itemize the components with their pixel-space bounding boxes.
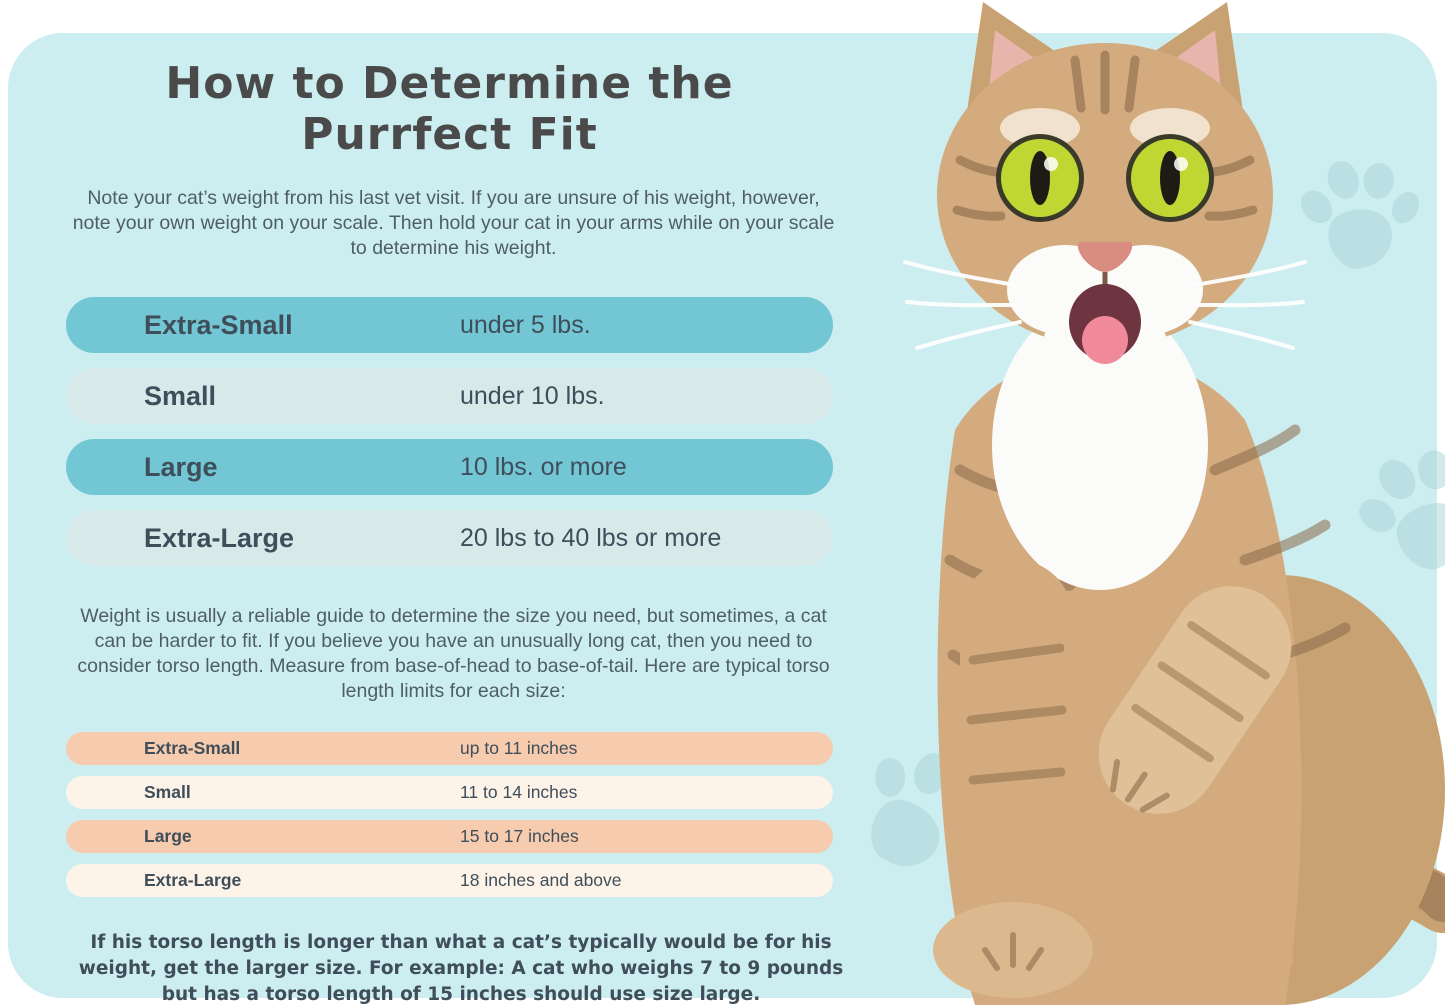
- size-value: 11 to 14 inches: [460, 782, 578, 802]
- size-value: under 10 lbs.: [460, 381, 605, 410]
- intro-paragraph: Note your cat’s weight from his last vet visit. If you are unsure of his weight, however, note your own weight on your scale. Then hold your cat in your arms while on your scale to determine his weight.: [72, 187, 835, 259]
- size-label: Large: [144, 451, 218, 482]
- table-row: [66, 510, 833, 566]
- table-row: [66, 732, 833, 765]
- size-value: 20 lbs to 40 lbs or more: [460, 523, 722, 552]
- size-value: 10 lbs. or more: [460, 452, 627, 481]
- size-value: under 5 lbs.: [460, 310, 591, 339]
- page-title: How to Determine the Purrfect Fit: [165, 58, 734, 160]
- torso-paragraph: Weight is usually a reliable guide to determine the size you need, but sometimes, a cat can be harder to fit. If you believe you have an unusually long cat, then you need to consider torso length. Measure from base-of-head to base-of-tail. Here are typical torso length limits for each size:: [77, 605, 830, 702]
- size-label: Extra-Small: [144, 309, 293, 340]
- size-value: up to 11 inches: [460, 738, 578, 758]
- size-label: Extra-Small: [144, 738, 241, 758]
- size-label: Small: [144, 380, 217, 411]
- size-label: Small: [144, 782, 191, 802]
- size-label: Extra-Large: [144, 870, 242, 890]
- table-row: [66, 864, 833, 897]
- table-row: [66, 439, 833, 495]
- table-row: [66, 297, 833, 353]
- cat-photo: [865, 0, 1445, 1005]
- table-row: [66, 368, 833, 424]
- weight-size-table: [66, 297, 833, 566]
- footer-note: If his torso length is longer than what a cat’s typically would be for his weight, get the larger size. For example: A cat who weighs 7 to 9 pounds but has a torso length of 15 inches should use size large.: [78, 932, 844, 1005]
- content-column: [66, 0, 844, 1005]
- size-label: Large: [144, 826, 192, 846]
- table-row: [66, 820, 833, 853]
- size-value: 18 inches and above: [460, 870, 622, 890]
- size-value: 15 to 17 inches: [460, 826, 579, 846]
- size-label: Extra-Large: [144, 522, 295, 553]
- table-row: [66, 776, 833, 809]
- torso-length-table: [66, 732, 833, 897]
